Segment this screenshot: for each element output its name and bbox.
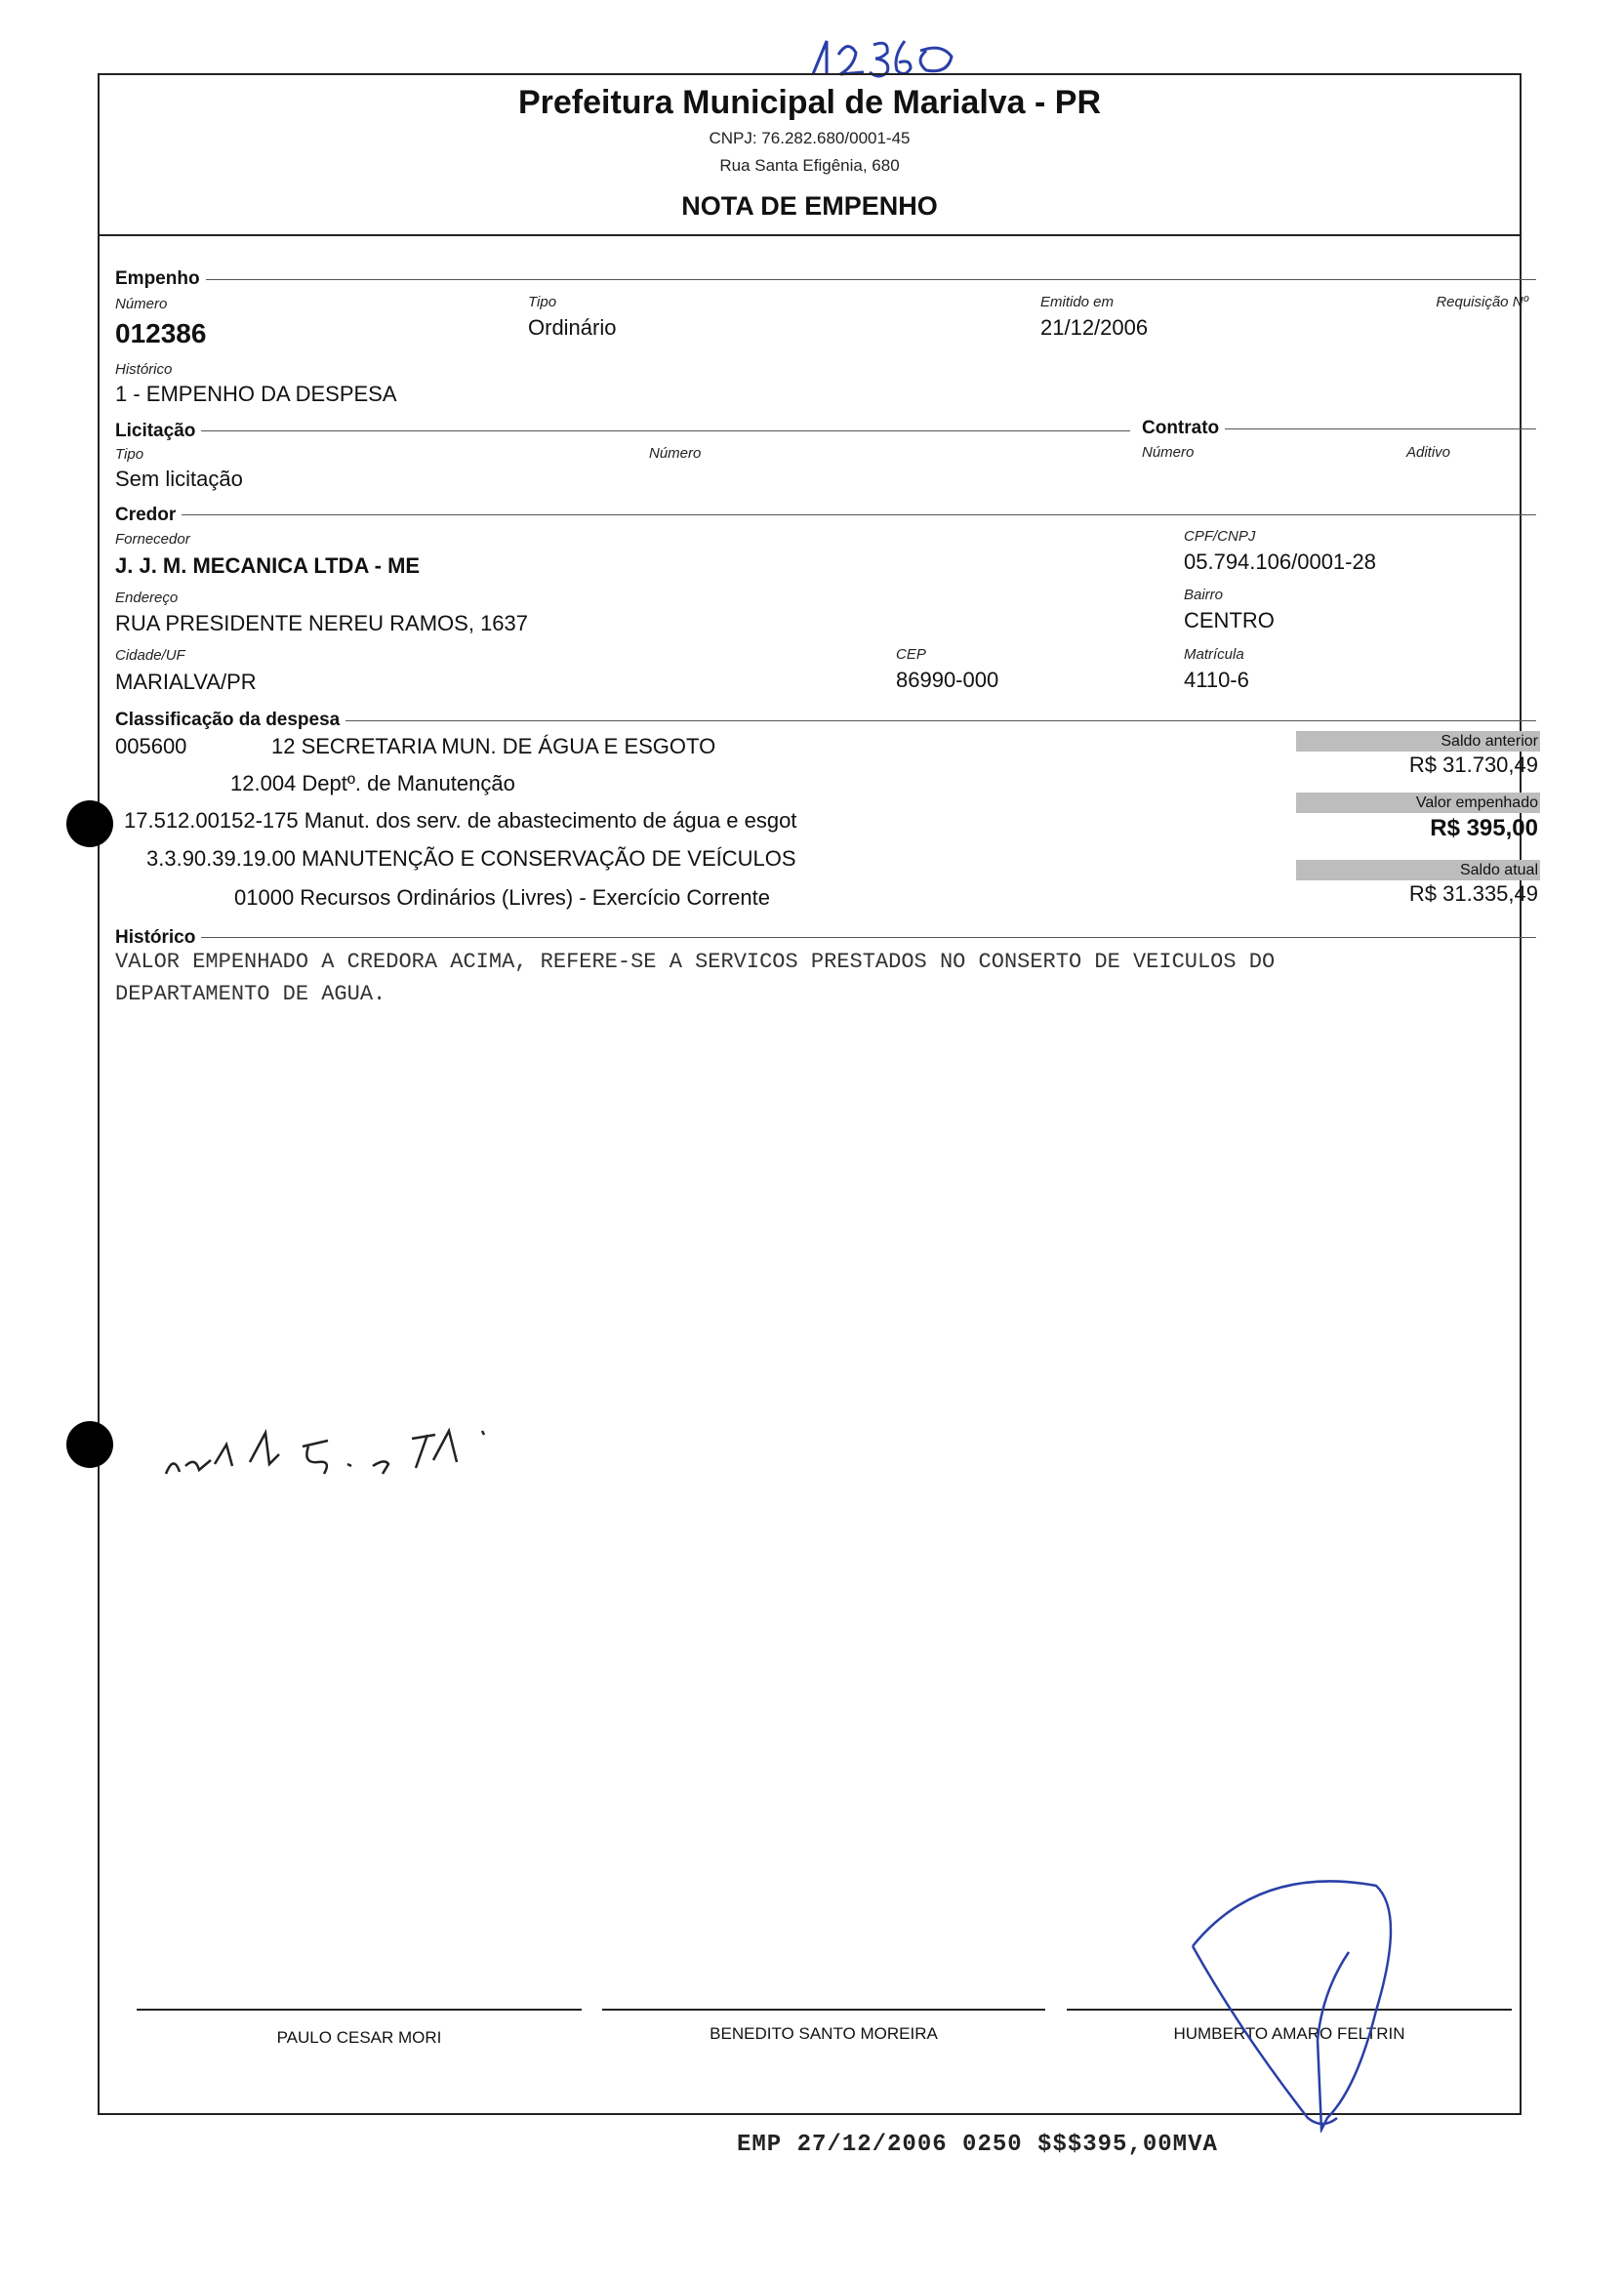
saldo-anterior-label: Saldo anterior (1296, 731, 1540, 752)
cep-label: CEP (896, 646, 926, 663)
empenho-numero: 012386 (115, 318, 207, 348)
empenho-tipo: Ordinário (528, 315, 617, 340)
matricula: 4110-6 (1184, 668, 1249, 692)
section-licitacao: Licitação (115, 421, 201, 442)
org-address: Rua Santa Efigênia, 680 (719, 156, 900, 175)
classificacao-elemento: 3.3.90.39.19.00 MANUTENÇÃO E CONSERVAÇÃO DE VEÍCULOS (146, 846, 796, 871)
section-empenho: Empenho (115, 268, 206, 290)
bairro: CENTRO (1184, 608, 1275, 632)
empenho-historico: 1 - EMPENHO DA DESPESA (115, 382, 397, 406)
signature-line-2 (602, 2009, 1045, 2011)
classificacao-recurso: 01000 Recursos Ordinários (Livres) - Exercício Corrente (234, 885, 770, 910)
signatory-2: BENEDITO SANTO MOREIRA (710, 2024, 938, 2043)
section-classificacao: Classificação da despesa (115, 710, 345, 731)
section-historico: Histórico (115, 927, 201, 949)
valor-empenhado: R$ 395,00 (1430, 815, 1538, 841)
signatory-1: PAULO CESAR MORI (276, 2028, 442, 2047)
bairro-label: Bairro (1184, 587, 1224, 603)
tipo-label: Tipo (528, 294, 557, 310)
signatory-3: HUMBERTO AMARO FELTRIN (1173, 2024, 1405, 2043)
handwritten-signature (1181, 1874, 1415, 2133)
org-cnpj: CNPJ: 76.282.680/0001-45 (709, 129, 911, 147)
section-contrato: Contrato (1142, 418, 1225, 439)
contrato-aditivo-label: Aditivo (1406, 444, 1451, 461)
header-divider (98, 234, 1522, 236)
endereco-label: Endereço (115, 590, 179, 606)
signature-line-1 (137, 2009, 582, 2011)
saldo-atual: R$ 31.335,49 (1408, 881, 1538, 906)
document-title: NOTA DE EMPENHO (681, 191, 938, 221)
binder-hole-top (66, 800, 113, 847)
numero-label: Número (115, 296, 168, 312)
fornecedor: J. J. M. MECANICA LTDA - ME (115, 553, 421, 578)
classificacao-funcional: 17.512.00152-175 Manut. dos serv. de abastecimento de água e esgot (124, 808, 797, 833)
historico-label: Histórico (115, 361, 173, 378)
cidade-label: Cidade/UF (115, 647, 185, 664)
historico-line-1: VALOR EMPENHADO A CREDORA ACIMA, REFERE-SE A SERVICOS PRESTADOS NO CONSERTO DE VEICULOS DO (115, 950, 1276, 974)
licitacao-tipo: Sem licitação (115, 467, 243, 491)
empenho-emitido: 21/12/2006 (1040, 315, 1149, 340)
licitacao-numero-label: Número (649, 445, 702, 462)
classificacao-codigo: 005600 (115, 734, 187, 758)
valor-empenhado-label: Valor empenhado (1296, 793, 1540, 813)
saldo-anterior: R$ 31.730,49 (1408, 753, 1538, 777)
section-credor: Credor (115, 505, 182, 526)
document-frame (98, 73, 1522, 2115)
org-title: Prefeitura Municipal de Marialva - PR (517, 84, 1102, 121)
cep: 86990-000 (896, 668, 999, 692)
footer-stamp: EMP 27/12/2006 0250 $$$395,00MVA (737, 2132, 1218, 2158)
cpf: 05.794.106/0001-28 (1184, 550, 1376, 574)
endereco: RUA PRESIDENTE NEREU RAMOS, 1637 (115, 611, 529, 635)
cpf-label: CPF/CNPJ (1184, 528, 1256, 545)
saldo-atual-label: Saldo atual (1296, 860, 1540, 880)
historico-line-2: DEPARTAMENTO DE AGUA. (115, 982, 386, 1006)
binder-hole-bottom (66, 1421, 113, 1468)
cidade: MARIALVA/PR (115, 670, 257, 694)
emitido-label: Emitido em (1040, 294, 1115, 310)
matricula-label: Matrícula (1184, 646, 1244, 663)
licitacao-tipo-label: Tipo (115, 446, 144, 463)
requisicao-label: Requisição Nº (1436, 294, 1528, 310)
classificacao-secretaria: 12 SECRETARIA MUN. DE ÁGUA E ESGOTO (271, 734, 716, 758)
classificacao-departamento: 12.004 Deptº. de Manutenção (230, 771, 515, 795)
contrato-numero-label: Número (1142, 444, 1195, 461)
fornecedor-label: Fornecedor (115, 531, 190, 548)
handwritten-annotation (156, 1405, 625, 1493)
